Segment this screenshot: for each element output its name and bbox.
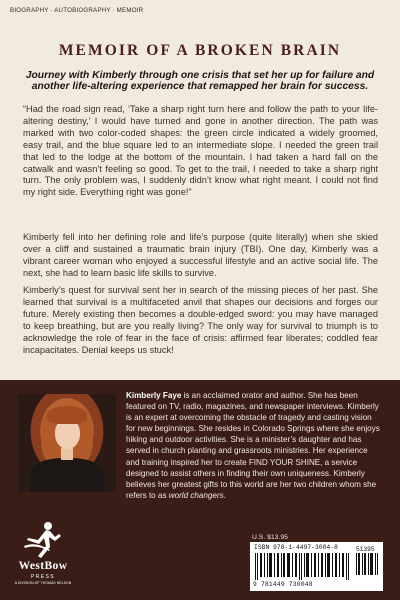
author-name: Kimberly Faye	[126, 391, 182, 400]
isbn-label: ISBN 978-1-4497-3004-8	[254, 544, 338, 551]
ean-number: 9 781449 730048	[253, 581, 313, 588]
excerpt-paragraph: “Had the road sign read, ‘Take a sharp right turn here and follow the path to your life-altering destiny,’ I would have turned and gone in another direction. The path was marked with two color-coded shapes: the green circle indicated a widely groomed, easy trail, and the blue square led to an intermediate slope. I needed the green trail that led to the lodge at the bottom of the mountain. I had taken a hard fall on the catwalk and wasn’t feeling so good. To get to the trail, I needed to take a sharp right turn. The only problem was, I suddenly didn’t know what right meant. I could not find my right side. Everything right was gone!”	[23, 104, 378, 198]
publisher-division: A DIVISION OF THOMAS NELSON	[14, 581, 72, 585]
author-bio-text: is an acclaimed orator and author. She has been featured on TV, radio, magazines, and newspaper interviews. Kimberly is an expert at overcoming the obstacle of tragedy and casting vision for new beginnings. She resides in Colorado Springs where she enjoys hiking and outdoor activities. She is a minister’s daughter and has served in church planting and grassroots ministries. Her experience and training inspired her to create FIND YOUR SHINE, a service designed to assist others in finding their own uniqueness. Kimberly believes her greatest gifts to this world are her two children whom she refers to as	[126, 391, 380, 500]
isbn-addon-label: 51395	[356, 546, 375, 553]
addon-barcode-bars	[356, 553, 378, 575]
price-label: U.S. $13.95	[252, 534, 288, 541]
summary-paragraph: Kimberly fell into her defining role and life’s purpose (quite literally) when she skied over a cliff and sustained a traumatic brain injury (TBI). One day, Kimberly was a vibrant career woman who enjoyed a successful lifestyle and an active social life. The next, she had to learn basic life skills to survive.	[23, 232, 378, 278]
author-photo	[18, 394, 116, 492]
category-label: BIOGRAPHY · AUTOBIOGRAPHY · MEMOIR	[10, 7, 144, 14]
book-title: MEMOIR OF A BROKEN BRAIN	[58, 42, 342, 59]
author-bio	[126, 390, 383, 501]
barcode-bars	[255, 553, 350, 580]
publisher-name: WestBow	[18, 560, 68, 572]
author-bio-end: .	[223, 490, 226, 500]
publisher-imprint: PRESS	[31, 574, 55, 580]
runner-icon	[22, 520, 64, 560]
lead-blurb: Journey with Kimberly through one crisis that set her up for failure and another life-altering experience that remapped her brain for success.	[25, 70, 375, 93]
theme-paragraph: Kimberly’s quest for survival sent her in search of the missing pieces of her past. She learned that survival is a multifaceted anvil that shapes our decisions and forges our future. Merely existing then becomes a double-edged sword: you may have managed to keep breathing, but are you really living? The only way for survival to triumph is to acknowledge the role of fear in the face of crisis: affirmed fear liberates; coddled fear incapacitates. Denial keeps us stuck!	[23, 285, 378, 355]
barcode	[250, 542, 383, 591]
author-bio-emphasis: world changers	[168, 490, 224, 500]
publisher-logo	[14, 520, 72, 594]
